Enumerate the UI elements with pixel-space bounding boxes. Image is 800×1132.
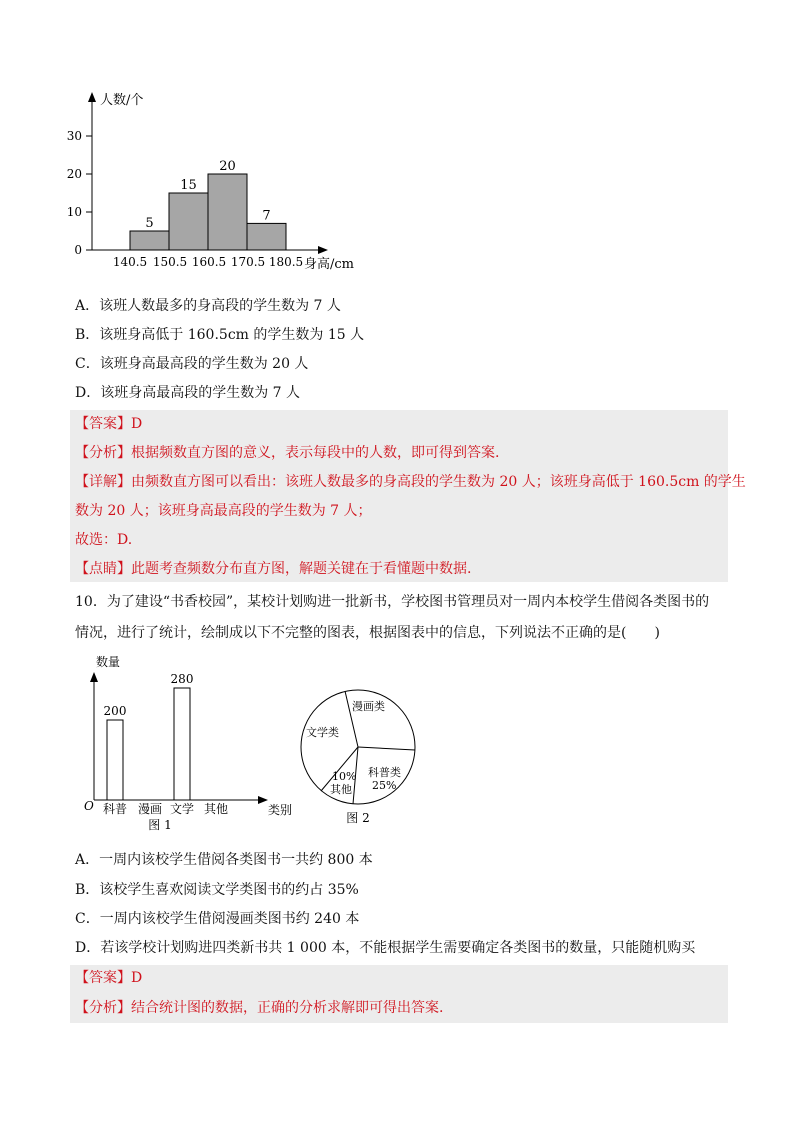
answer-value: D — [131, 416, 143, 432]
q9-detail — [75, 472, 746, 492]
bar-value-label: 15 — [180, 178, 197, 193]
histogram-bar — [130, 231, 169, 250]
comment-text: 此题考查频数分布直方图，解题关键在于看懂题中数据. — [131, 561, 472, 577]
q9-option-d: D．该班身高最高段的学生数为 7 人 — [75, 385, 301, 401]
q9-analysis — [75, 443, 499, 463]
pie-label-science: 科普类 — [368, 766, 401, 779]
q10-stem-line2: 情况，进行了统计，绘制成以下不完整的图表，根据图表中的信息，下列说法不正确的是( ) — [75, 625, 660, 641]
q10-option-d: D．若该学校计划购进四类新书共 1 000 本，不能根据学生需要确定各类图书的数量，只能随机购买 — [75, 940, 696, 956]
fig2-caption: 图 2 — [346, 811, 370, 825]
q10-stem-line1: 10．为了建设“书香校园”，某校计划购进一批新书，学校图书管理员对一周内本校学生借阅各类图书的 — [75, 594, 710, 610]
pie-percent-science: 25% — [372, 779, 397, 792]
y-tick-label: 0 — [74, 243, 82, 257]
q9-choose: 故选：D. — [75, 532, 133, 548]
histogram-bar — [169, 193, 208, 250]
analysis-text: 结合统计图的数据，正确的分析求解即可得出答案. — [131, 1000, 444, 1016]
fig1-bar — [107, 720, 123, 800]
bar-value-label: 20 — [219, 159, 236, 174]
pie-label-comics: 漫画类 — [352, 700, 385, 713]
analysis-tag: 【分析】 — [75, 1000, 131, 1016]
fig1-y-axis-arrow — [90, 672, 98, 682]
x-tick-label: 170.5 — [230, 255, 266, 269]
fig1-category-label: 科普 — [102, 802, 128, 816]
q9-answer — [75, 414, 142, 434]
q10-answer — [75, 968, 142, 988]
fig1-category-label: 文学 — [169, 802, 195, 816]
answer-value: D — [131, 970, 143, 986]
detail-tag: 【详解】 — [75, 474, 131, 490]
fig1-y-axis-title: 数量 — [96, 655, 121, 669]
pie-percent-other: 10% — [332, 770, 357, 783]
x-tick-label: 160.5 — [191, 255, 227, 269]
answer-tag: 【答案】 — [75, 416, 131, 432]
fig1-bar — [174, 688, 190, 800]
x-tick-label: 180.5 — [268, 255, 304, 269]
bar-value-label: 5 — [145, 216, 154, 231]
analysis-tag: 【分析】 — [75, 445, 131, 461]
pie-label-literature: 文学类 — [306, 726, 339, 739]
comment-tag: 【点睛】 — [75, 561, 131, 577]
q10-option-c: C．一周内该校学生借阅漫画类图书约 240 本 — [75, 911, 360, 927]
bar-value-label: 7 — [262, 208, 271, 224]
y-tick-label: 20 — [66, 167, 82, 181]
q9-detail-cont: 数为 20 人；该班身高最高段的学生数为 7 人； — [75, 503, 372, 519]
fig1-x-axis-title: 类别 — [268, 803, 293, 817]
y-tick-label: 30 — [66, 129, 82, 143]
fig1-category-label: 其他 — [203, 802, 229, 816]
q9-option-c: C．该班身高最高段的学生数为 20 人 — [75, 356, 309, 372]
q9-option-a: A．该班人数最多的身高段的学生数为 7 人 — [75, 298, 341, 314]
fig2-pie-chart — [290, 680, 440, 830]
answer-tag: 【答案】 — [75, 970, 131, 986]
pie-label-other: 其他 — [330, 783, 352, 796]
q9-comment — [75, 559, 471, 579]
q10-option-b: B．该校学生喜欢阅读文学类图书的约占 35% — [75, 882, 359, 898]
fig1-category-label: 漫画 — [137, 802, 163, 816]
q9-option-b: B．该班身高低于 160.5cm 的学生数为 15 人 — [75, 327, 365, 343]
detail-text: 由频数直方图可以看出：该班人数最多的身高段的学生数为 20 人；该班身高低于 160.5cm 的学生 — [131, 474, 746, 490]
fig1-caption: 图 1 — [148, 818, 172, 832]
q9-answer-box — [70, 410, 728, 582]
q10-analysis — [75, 998, 443, 1018]
y-axis-title: 人数/个 — [100, 93, 144, 108]
analysis-text: 根据频数直方图的意义，表示每段中的人数，即可得到答案. — [131, 445, 500, 461]
q10-option-a: A．一周内该校学生借阅各类图书一共约 800 本 — [75, 852, 373, 868]
x-axis-arrow — [318, 246, 328, 254]
y-ticks — [67, 129, 92, 257]
histogram-bar — [247, 223, 286, 250]
y-axis-arrow — [88, 92, 96, 102]
fig1-origin: O — [84, 799, 94, 813]
histogram-bar — [208, 174, 247, 250]
fig1-x-axis-arrow — [258, 796, 268, 804]
fig1-bar-value-label: 200 — [103, 704, 127, 718]
x-axis-title: 身高/cm — [304, 257, 354, 272]
y-tick-label: 10 — [66, 205, 82, 219]
fig1-bar-value-label: 280 — [170, 672, 194, 686]
fig1-bar-chart — [76, 650, 306, 836]
x-tick-label: 150.5 — [152, 255, 188, 269]
height-histogram — [60, 88, 380, 278]
x-tick-label: 140.5 — [112, 255, 148, 269]
